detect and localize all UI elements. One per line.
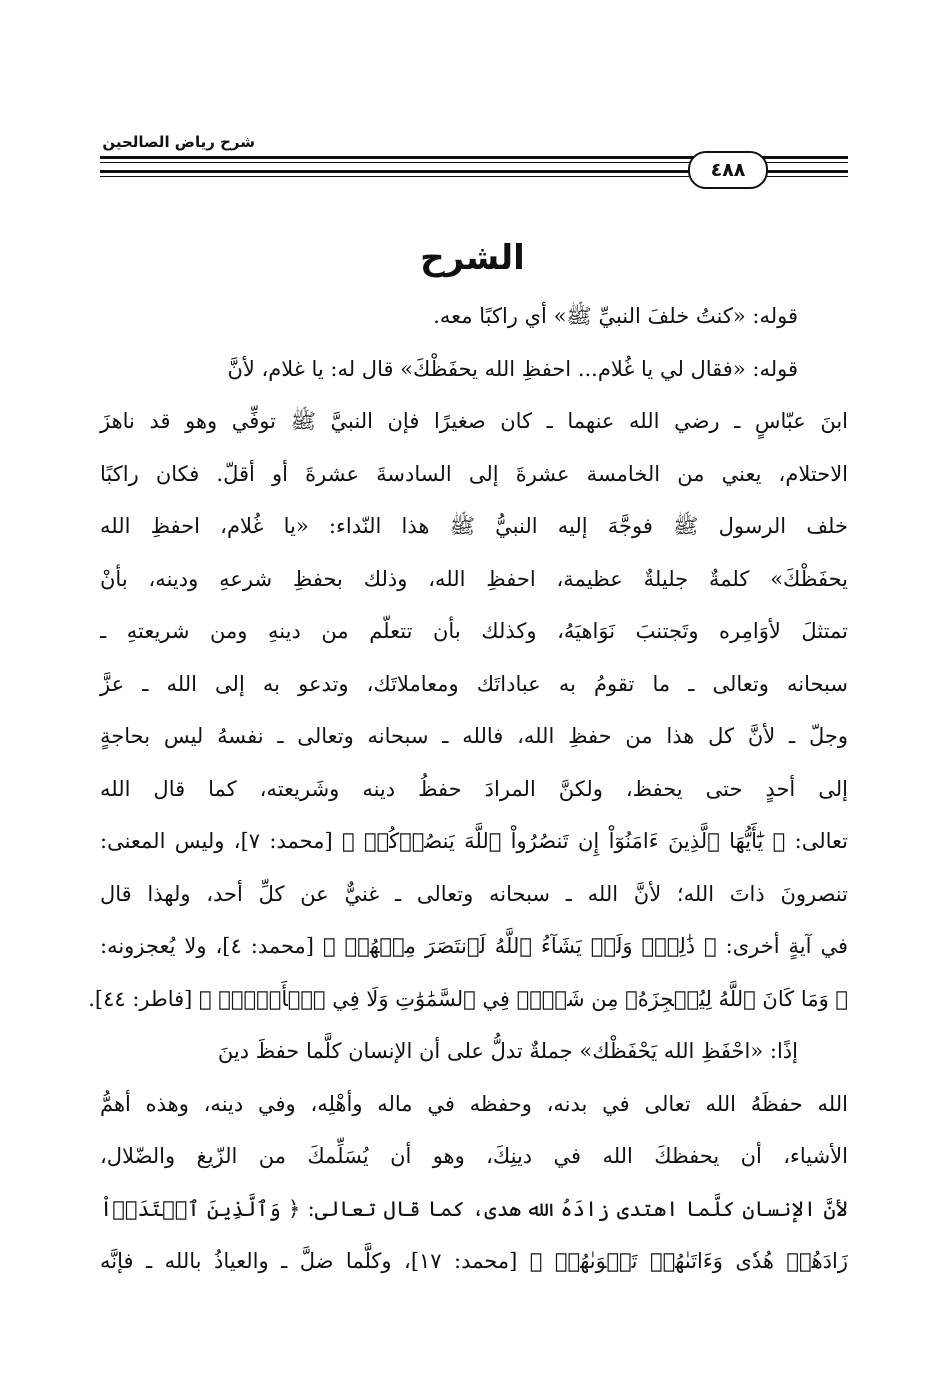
text-line: قوله: «فقال لي يا غُلام... احفظِ الله يحفَظْكَ» قال له: يا غلام، لأنَّ xyxy=(227,356,798,381)
text-line: إذًا: «احْفَظِ الله يَحْفَظْك» جملةٌ تدلُّ على أن الإنسان كلَّما حفظَ دينَ xyxy=(217,1039,798,1063)
page-number-badge: ٤٨٨ xyxy=(688,151,768,189)
text-line: ابنَ عبّاسٍ ـ رضي الله عنهما ـ كان صغيرًا فإن النبيَّ ﷺ توفِّي وهو قد ناهزَ xyxy=(100,409,848,433)
text-line: قوله: «كنتُ خلفَ النبيِّ ﷺ» أي راكبًا معه. xyxy=(433,304,798,328)
text-line: الله حفظَهُ الله تعالى في بدنه، وحفظه في ماله وأهْلِه، وفي دينه، وهذه أهمُّ xyxy=(100,1091,848,1116)
text-line: في آيةٍ أخرى: ﴿ ذَٰلِكَۖ وَلَوۡ يَشَآءُ ٱللَّهُ لَٱنتَصَرَ مِنۡهُمۡ ﴾ [محمد: ٤]، ولا يُعجزونه: xyxy=(100,934,848,958)
text-line: لأنَّ الإنسان كلَّما اهتدى زادَهُ الله هدى، كما قال تعالى: ﴿ وَٱلَّذِينَ ٱهۡتَدَوۡاْ xyxy=(100,1196,848,1221)
text-line: ﴿ وَمَا كَانَ ٱللَّهُ لِيُعۡجِزَهُۥ مِن شَيۡءٖ فِي ٱلسَّمَٰوَٰتِ وَلَا فِي ٱلۡأَرۡضِۚ ﴾ [فاطر: ٤٤]. xyxy=(88,986,848,1011)
text-line: تمتثلَ لأوَامِره وتَجتنبَ نَوَاهيَهُ، وكذلك بأن تتعلّم من دينهِ ومن شريعتهِ ـ xyxy=(100,619,848,643)
text-line: تنصرونَ ذاتَ الله؛ لأنَّ الله ـ سبحانه وتعالى ـ غنيٌّ عن كلِّ أحد، ولهذا قال xyxy=(100,881,848,906)
text-line: زَادَهُمۡ هُدٗى وَءَاتَىٰهُمۡ تَقۡوَىٰهُمۡ ﴾ [محمد: ١٧]، وكلَّما ضلَّ ـ والعياذُ بالله ـ فإنَّه xyxy=(100,1249,848,1273)
section-title: الشرح xyxy=(420,238,525,278)
text-line: سبحانه وتعالى ـ ما تقومُ به عباداتَك ومعاملاتَك، وتدعو به إلى الله ـ عزَّ xyxy=(100,671,848,696)
text-line: تعالى: ﴿ يَٰٓأَيُّهَا ٱلَّذِينَ ءَامَنُوٓاْ إِن تَنصُرُواْ ٱللَّهَ يَنصُرۡكُمۡ ﴾ [محمد: ٧]، وليس المعنى: xyxy=(100,829,848,853)
text-line: خلف الرسول ﷺ فوجَّهَ إليه النبيُّ ﷺ هذا النّداء: «يا غُلام، احفظِ الله xyxy=(100,514,848,538)
text-line: الاحتلام، يعني من الخامسة عشرةَ إلى السادسةَ عشرةَ أو أقلّ. فكان راكبًا xyxy=(100,461,848,486)
running-header-title: شرح رياض الصالحين xyxy=(102,133,255,151)
commentary-body xyxy=(88,290,848,1288)
text-line: وجلّ ـ لأنَّ كل هذا من حفظِ الله، فالله ـ سبحانه وتعالى ـ نفسهُ ليس بحاجةٍ xyxy=(100,724,848,748)
text-line: إلى أحدٍ حتى يحفظ، ولكنَّ المرادَ حفظُ دينه وشَريعته، كما قال الله xyxy=(100,776,848,801)
text-line: الأشياء، أن يحفظكَ الله في دينِكَ، وهو أن يُسَلِّمكَ من الزّيغ والضّلال، xyxy=(100,1144,848,1168)
text-line: يحفَظْكَ» كلمةٌ جليلةٌ عظيمة، احفظِ الله، وذلك بحفظِ شرعهِ ودينه، بأنْ xyxy=(100,566,848,591)
